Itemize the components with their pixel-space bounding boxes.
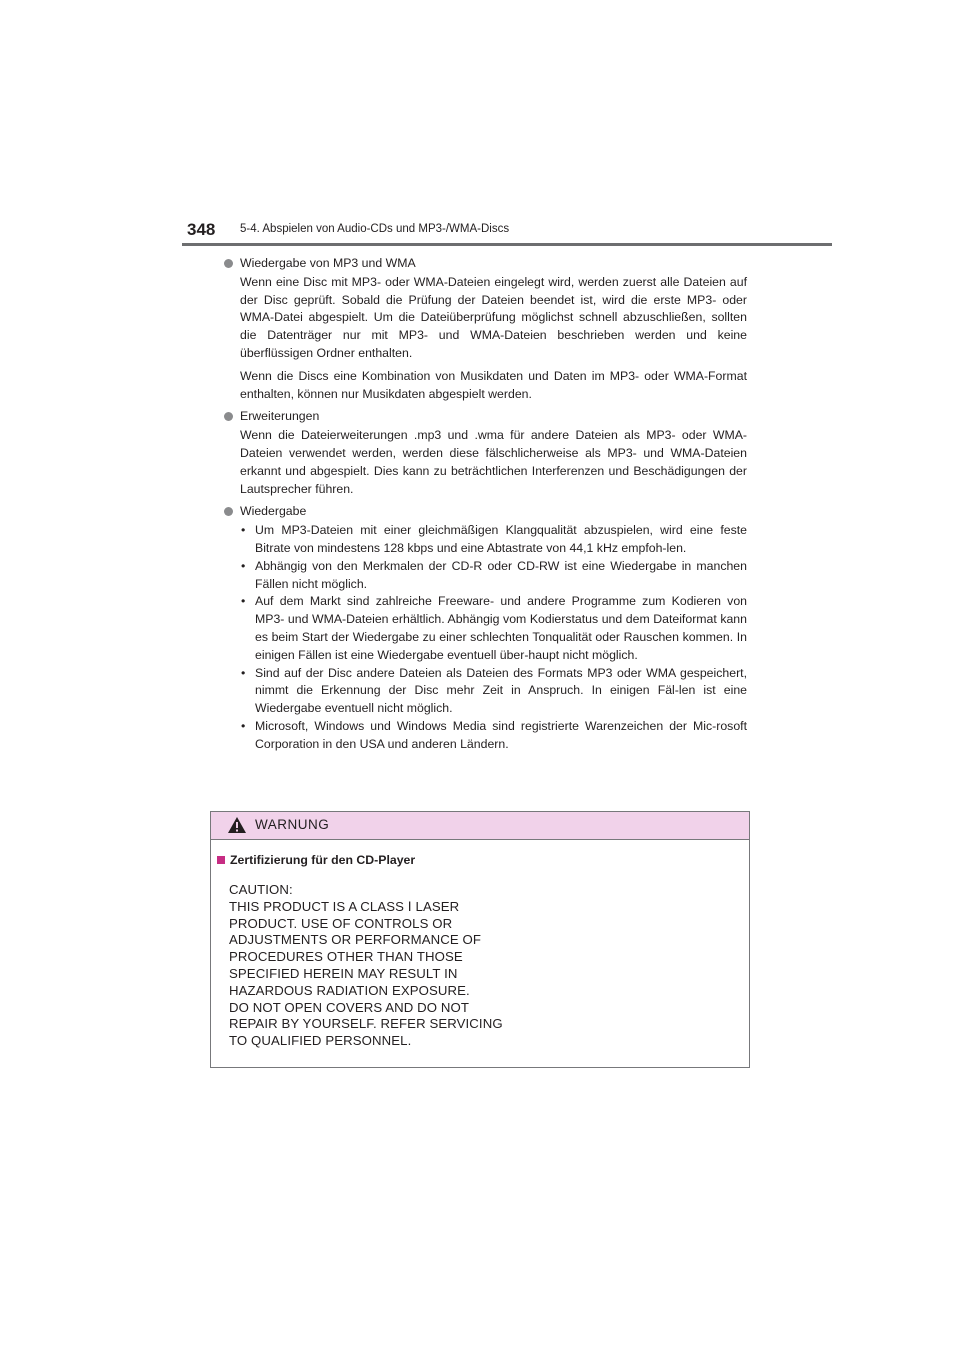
list-item: • Abhängig von den Merkmalen der CD-R oder CD-RW ist eine Wiedergabe in manchen Fällen nicht möglich. xyxy=(241,558,747,591)
warning-triangle-icon xyxy=(227,816,247,834)
warning-box xyxy=(210,811,750,1068)
caution-line: HAZARDOUS RADIATION EXPOSURE. xyxy=(229,982,470,998)
list-item: • Microsoft, Windows und Windows Media sind registrierte Warenzeichen der Mic-rosoft Corporation in den USA und anderen Ländern. xyxy=(241,718,747,751)
bullet-dot-icon xyxy=(224,412,233,421)
topic-heading xyxy=(222,255,747,273)
bullet-dot-icon xyxy=(224,507,233,516)
caution-line: REPAIR BY YOURSELF. REFER SERVICING xyxy=(229,1016,503,1032)
paragraph: Wenn eine Disc mit MP3- oder WMA-Dateien eingelegt wird, werden zuerst alle Dateien auf der Disc geprüft. Sobald die Prüfung der Dateien beendet ist, wird die erste MP3- oder WMA-Datei abgespielt. Um die Dateiüberprüfung möglichst schnell abzuschließen, sollten die Datenträger nur mit MP3- und WMA-Dateien beschrieben werden und keine überflüssigen Ordner enthalten. xyxy=(240,274,747,360)
list-item: • Um MP3-Dateien mit einer gleichmäßigen Klangqualität abzuspielen, wird eine feste Bitrate von mindestens 128 kbps und eine Abtastrate von 44,1 kHz empfoh-len. xyxy=(241,523,747,555)
caution-line: PRODUCT. USE OF CONTROLS OR xyxy=(229,915,453,931)
main-content xyxy=(222,255,747,756)
caution-line: ADJUSTMENTS OR PERFORMANCE OF xyxy=(229,932,482,948)
topic-heading xyxy=(222,408,747,426)
topic-title: Wiedergabe von MP3 und WMA xyxy=(240,256,416,270)
caution-line: SPECIFIED HEREIN MAY RESULT IN xyxy=(229,965,458,981)
topic-title: Erweiterungen xyxy=(240,409,320,424)
caution-line: THIS PRODUCT IS A CLASS Ⅰ LASER xyxy=(229,898,460,914)
header-rule xyxy=(182,243,832,246)
section-title: 5-4. Abspielen von Audio-CDs und MP3-/WMA-Discs xyxy=(240,223,510,235)
list-item: • Sind auf der Disc andere Dateien als Dateien des Formats MP3 oder WMA gespeichert, nimmt die Erkennung der Disc mehr Zeit in Anspruch. In einigen Fäl-len ist eine Wiedergabe eventuell nicht möglich. xyxy=(241,665,747,716)
paragraph: Wenn die Discs eine Kombination von Musikdaten und Daten im MP3- oder WMA-Format enthalten, können nur Musikdaten abgespielt werden. xyxy=(240,368,747,401)
topic-heading xyxy=(222,503,747,521)
bullet-list xyxy=(222,522,747,753)
bullet-dot-icon xyxy=(224,259,233,268)
caution-line: DO NOT OPEN COVERS AND DO NOT xyxy=(229,999,470,1015)
warning-header xyxy=(211,812,749,840)
caution-line: TO QUALIFIED PERSONNEL. xyxy=(229,1033,412,1049)
caution-line: CAUTION: xyxy=(229,882,293,897)
list-item: • Auf dem Markt sind zahlreiche Freeware- und andere Programme zum Kodieren von MP3- und WMA-Dateien erhältlich. Abhängig vom Kodierstatus und dem Dateiformat kann es beim Start der Wiedergabe zu einer schlechten Tonqualität oder Rauschen kommen. In einigen Fällen ist eine Wiedergabe eventuell über-haupt nicht möglich. xyxy=(241,594,747,662)
warning-subtitle: Zertifizierung für den CD-Player xyxy=(217,853,415,867)
caution-label xyxy=(229,882,503,1050)
topic-title: Wiedergabe xyxy=(240,504,307,519)
page-header xyxy=(182,218,832,248)
caution-line: PROCEDURES OTHER THAN THOSE xyxy=(229,949,463,965)
square-bullet-icon xyxy=(217,856,225,864)
page-number: 348 xyxy=(187,220,216,239)
paragraph: Wenn die Dateierweiterungen .mp3 und .wma für andere Dateien als MP3- oder WMA-Dateien verwendet werden, werden diese fälschlicherweise als MP3- und WMA-Dateien erkannt und abgespielt. Dies kann zu beträchtlichen Interferenzen und Beschädigungen der Lautsprecher führen. xyxy=(240,428,747,496)
warning-title: WARNUNG xyxy=(255,817,330,832)
